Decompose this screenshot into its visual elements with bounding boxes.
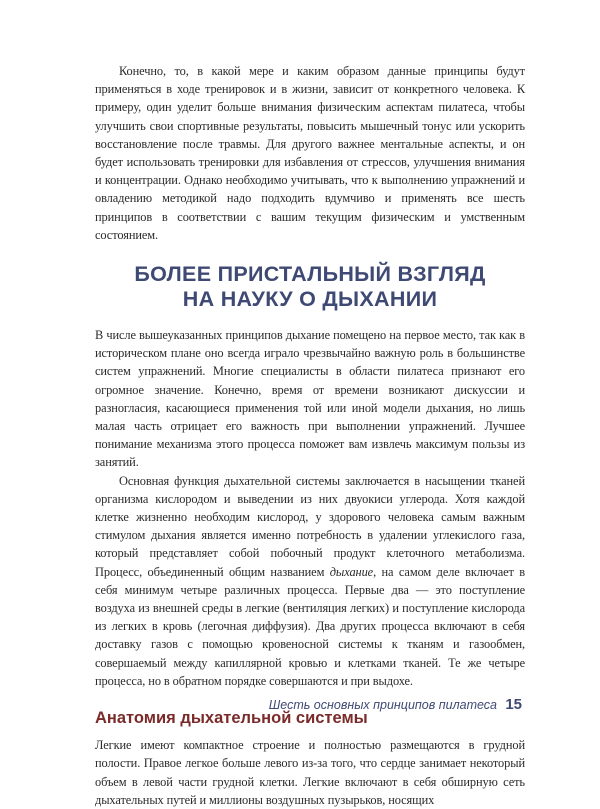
intro-paragraph: Конечно, то, в какой мере и каким образом данные принципы будут применяться в ходе тренировок и в жизни, зависит от конкретного человека. К примеру, один уделит больше внимания физическим аспектам пилатеса, чтобы улучшить свои спортивные результаты, повысить мышечный тонус или ускорить восстановление после травмы. Для другого важнее ментальные аспекты, и он будет использовать тренировки для избавления от стрессов, улучшения внимания и концентрации. Однако необходимо учитывать, что к выполнению упражнений и овладению методикой надо подходить вдумчиво и применять все шесть принципов в соответствии с вашим текущим физическим и умственным состоянием. bbox=[95, 64, 525, 242]
breathing-paragraph-2-part-2: , на самом деле включает в себя минимум четыре различных процесса. Первые два — это поступление воздуха из внешней среды в легкие (вентиляция легких) и поступление кислорода из легких в кровь (легочная диффузия). Два других процесса включают в себя доставку газов с помощью кровеносной системы к тканям и газообмен, совершаемый между капиллярной кровью и клетками тканей. Те же четыре процесса, но в обратном порядке совершаются и при выдохе. bbox=[95, 564, 525, 688]
section-title-line-1: БОЛЕЕ ПРИСТАЛЬНЫЙ ВЗГЛЯД bbox=[134, 262, 486, 287]
breathing-paragraph-2-part-1: Основная функция дыхательной системы заключается в насыщении тканей организма кислородом и выведении из них двуокиси углерода. Хотя каждой клетке жизненно необходим кислород, у здорового человека самым важным стимулом дыхания является именно потребность в удалении углекислого газа, который представляет собой побочный продукт клеточного метаболизма. Процесс, объединенный общим названием bbox=[95, 473, 525, 579]
page-body bbox=[95, 62, 525, 809]
running-title: Шесть основных принципов пилатеса bbox=[268, 698, 497, 712]
breathing-term-italic: дыхание bbox=[329, 564, 374, 579]
breathing-paragraph-2 bbox=[95, 472, 525, 690]
anatomy-paragraph: Легкие имеют компактное строение и полностью размещаются в грудной полости. Правое легкое больше левого из-за того, что сердце занимает некоторый объем в левой части грудной клетки. Легкие включают в себя обширную сеть дыхательных путей и миллионы воздушных пузырьков, носящих bbox=[95, 738, 525, 807]
breathing-paragraph-1: В числе вышеуказанных принципов дыхание помещено на первое место, так как в историческом плане оно всегда играло чрезвычайно важную роль в большинстве систем упражнений. Многие специалисты в области пилатеса признают его огромное значение. Конечно, время от времени возникают дискуссии и разногласия, касающиеся применения той или иной модели дыхания, но лишь малая часть отрицает его важность при выполнении упражнений. Лучшее понимание механизма этого процесса поможет вам извлечь максимум пользы из занятий. bbox=[95, 328, 525, 470]
section-title bbox=[95, 262, 525, 312]
section-title-line-2: НА НАУКУ О ДЫХАНИИ bbox=[182, 287, 438, 312]
subsection-title: Анатомия дыхательной системы bbox=[95, 709, 368, 728]
page-number: 15 bbox=[505, 696, 522, 713]
